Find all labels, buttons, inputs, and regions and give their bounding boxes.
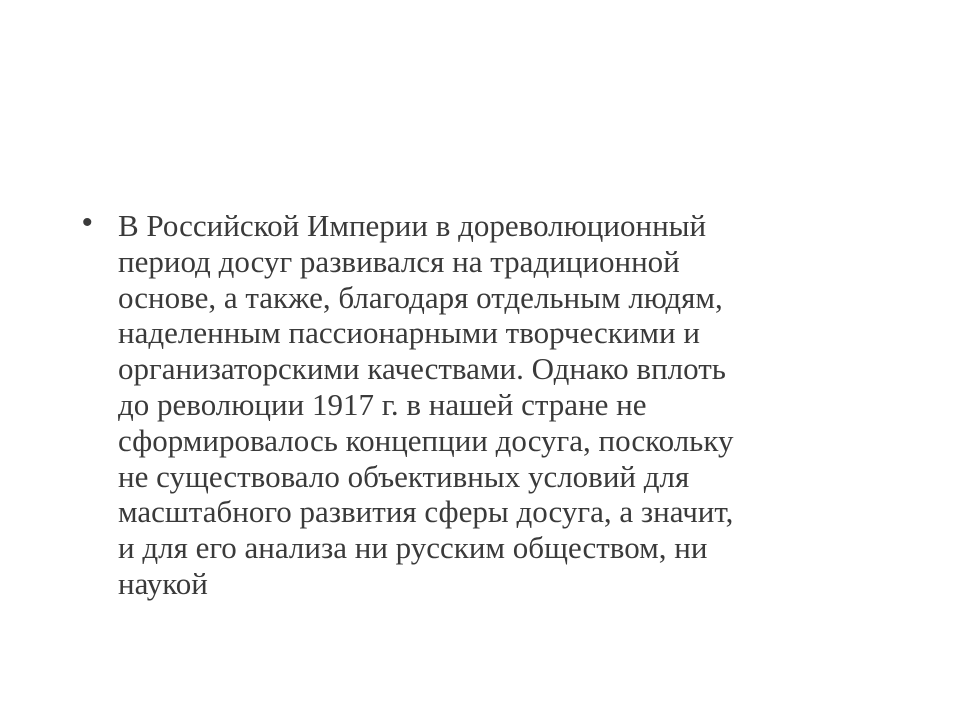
paragraph-line-9: масштабного развития сферы досуга, а значит, [118, 494, 734, 530]
paragraph-line-10: и для его анализа ни русским обществом, ни [118, 530, 708, 566]
bullet-list [82, 208, 882, 602]
paragraph-line-5: организаторскими качествами. Однако вплоть [118, 351, 726, 387]
paragraph-line-2: период досуг развивался на традиционной [118, 243, 680, 279]
paragraph-line-7: сформировалось концепции досуга, поскольку [118, 422, 734, 458]
paragraph-line-6: до революции 1917 г. в нашей стране не [118, 386, 647, 422]
paragraph-line-3: основе, а также, благодаря отдельным людям, [118, 279, 723, 315]
bullet-item [82, 208, 882, 602]
paragraph-line-1: В Российской Империи в дореволюционный [118, 208, 707, 243]
paragraph-line-4: наделенным пассионарными творческими и [118, 315, 700, 351]
bullet-dot-icon: • [82, 206, 93, 239]
paragraph-line-11: наукой [118, 565, 208, 601]
paragraph-line-8: не существовало объективных условий для [118, 458, 690, 494]
